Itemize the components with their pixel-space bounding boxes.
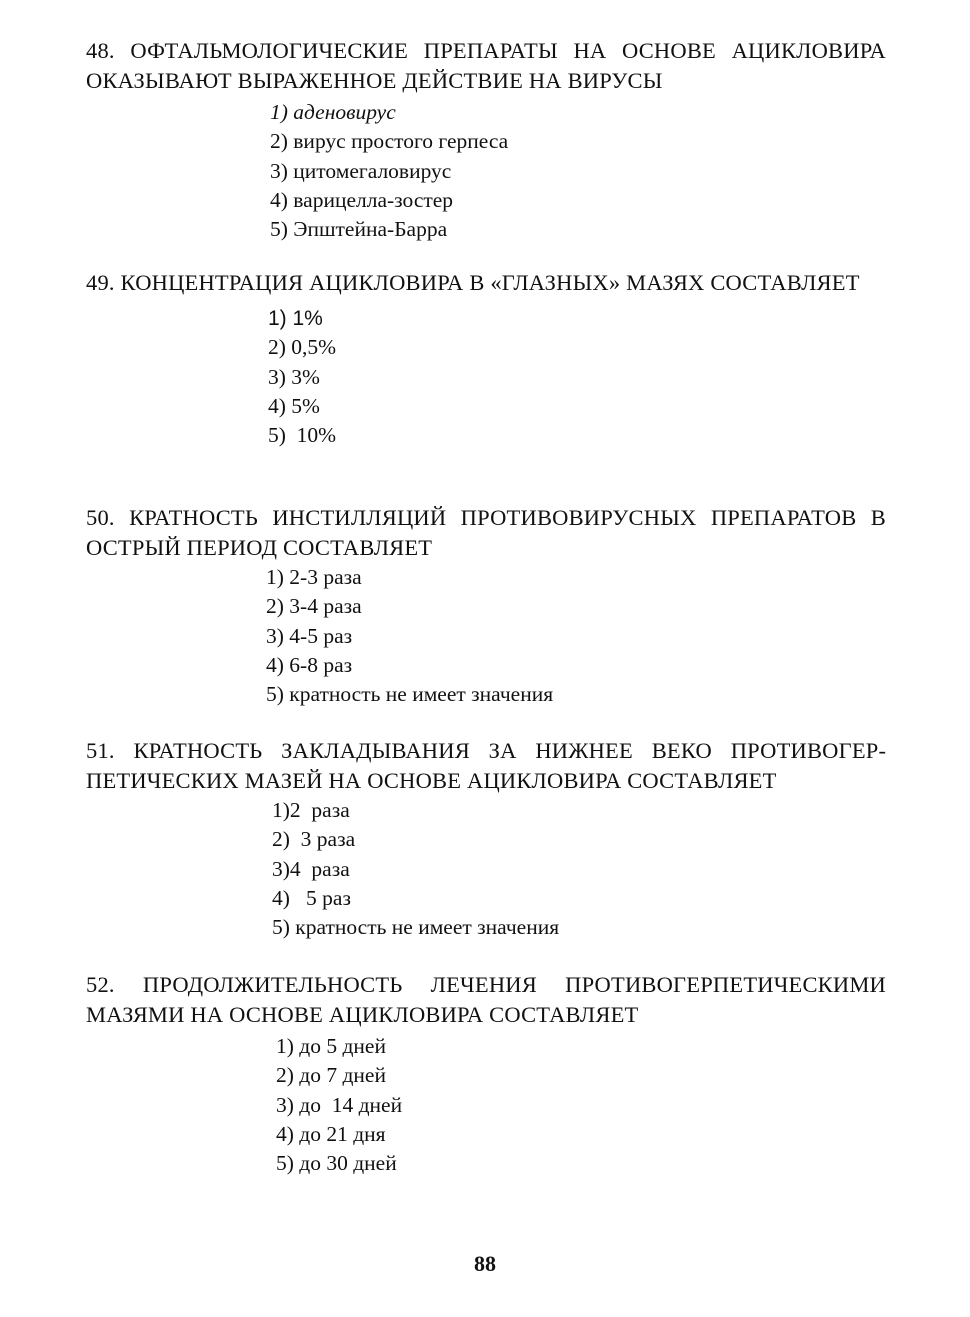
answer-option: 5) Эпштейна-Барра: [270, 217, 448, 242]
answer-option: 5) до 30 дней: [276, 1151, 397, 1176]
page-number: 88: [474, 1251, 496, 1276]
answer-option: 4) 5 раз: [272, 885, 351, 910]
answer-option: 5) кратность не имеет значения: [266, 682, 554, 707]
answer-option: 2) 3 раза: [272, 827, 356, 852]
answer-option: 2) 0,5%: [268, 335, 337, 360]
question-48: [86, 36, 886, 244]
answer-option: 3)4 раза: [272, 856, 350, 881]
answer-option: 5) 10%: [268, 423, 337, 448]
question-text: 48. ОФТАЛЬМОЛОГИЧЕСКИЕ ПРЕПАРАТЫ НА ОСНОВЕ АЦИКЛОВИРА ОКАЗЫВАЮТ ВЫРАЖЕННОЕ ДЕЙСТВИЕ НА ВИРУСЫ: [86, 38, 886, 93]
answer-options: [276, 1032, 886, 1178]
answer-options: [266, 563, 886, 709]
answer-option: 4) варицелла-зостер: [270, 187, 454, 212]
answer-option: 4) до 21 дня: [276, 1121, 386, 1146]
answer-option: 1) до 5 дней: [276, 1034, 386, 1058]
answer-options: [270, 98, 886, 244]
answer-option: 3) до 14 дней: [276, 1092, 403, 1117]
question-text: 50. КРАТНОСТЬ ИНСТИЛЛЯЦИЙ ПРОТИВОВИРУСНЫХ ПРЕПАРАТОВ В ОСТРЫЙ ПЕРИОД СОСТАВЛЯЕТ: [86, 505, 886, 560]
answer-option: 2) 3-4 раза: [266, 594, 362, 619]
answer-options: [272, 796, 886, 942]
answer-option: 3) 4-5 раз: [266, 623, 353, 648]
question-49: [86, 268, 886, 450]
answer-option: 3) цитомегаловирус: [270, 158, 452, 183]
question-text: 51. КРАТНОСТЬ ЗАКЛАДЫВАНИЯ ЗА НИЖНЕЕ ВЕКО ПРОТИВОГЕРПЕТИЧЕСКИХ МАЗЕЙ НА ОСНОВЕ АЦИКЛОВИРА СОСТАВЛЯЕТ: [86, 738, 886, 793]
answer-options: [268, 304, 886, 450]
answer-option: 1)2 раза: [272, 798, 350, 822]
question-50: [86, 503, 886, 709]
question-52: [86, 970, 886, 1178]
answer-option: 1) аденовирус: [270, 100, 396, 124]
answer-option: 3) 3%: [268, 364, 320, 389]
question-text: 49. КОНЦЕНТРАЦИЯ АЦИКЛОВИРА В «ГЛАЗНЫХ» МАЗЯХ СОСТАВЛЯЕТ: [86, 270, 860, 295]
answer-option: 2) до 7 дней: [276, 1063, 386, 1088]
answer-option: 4) 6-8 раз: [266, 652, 353, 677]
answer-option: 4) 5%: [268, 393, 320, 418]
answer-option: 1) 2-3 раза: [266, 565, 362, 589]
question-51: [86, 736, 886, 942]
answer-option: 1) 1%: [268, 307, 323, 330]
answer-option: 5) кратность не имеет значения: [272, 915, 560, 940]
answer-option: 2) вирус простого герпеса: [270, 129, 509, 154]
question-text: 52. ПРОДОЛЖИТЕЛЬНОСТЬ ЛЕЧЕНИЯ ПРОТИВОГЕРПЕТИЧЕСКИМИ МАЗЯМИ НА ОСНОВЕ АЦИКЛОВИРА СОСТАВЛЯЕТ: [86, 972, 886, 1027]
